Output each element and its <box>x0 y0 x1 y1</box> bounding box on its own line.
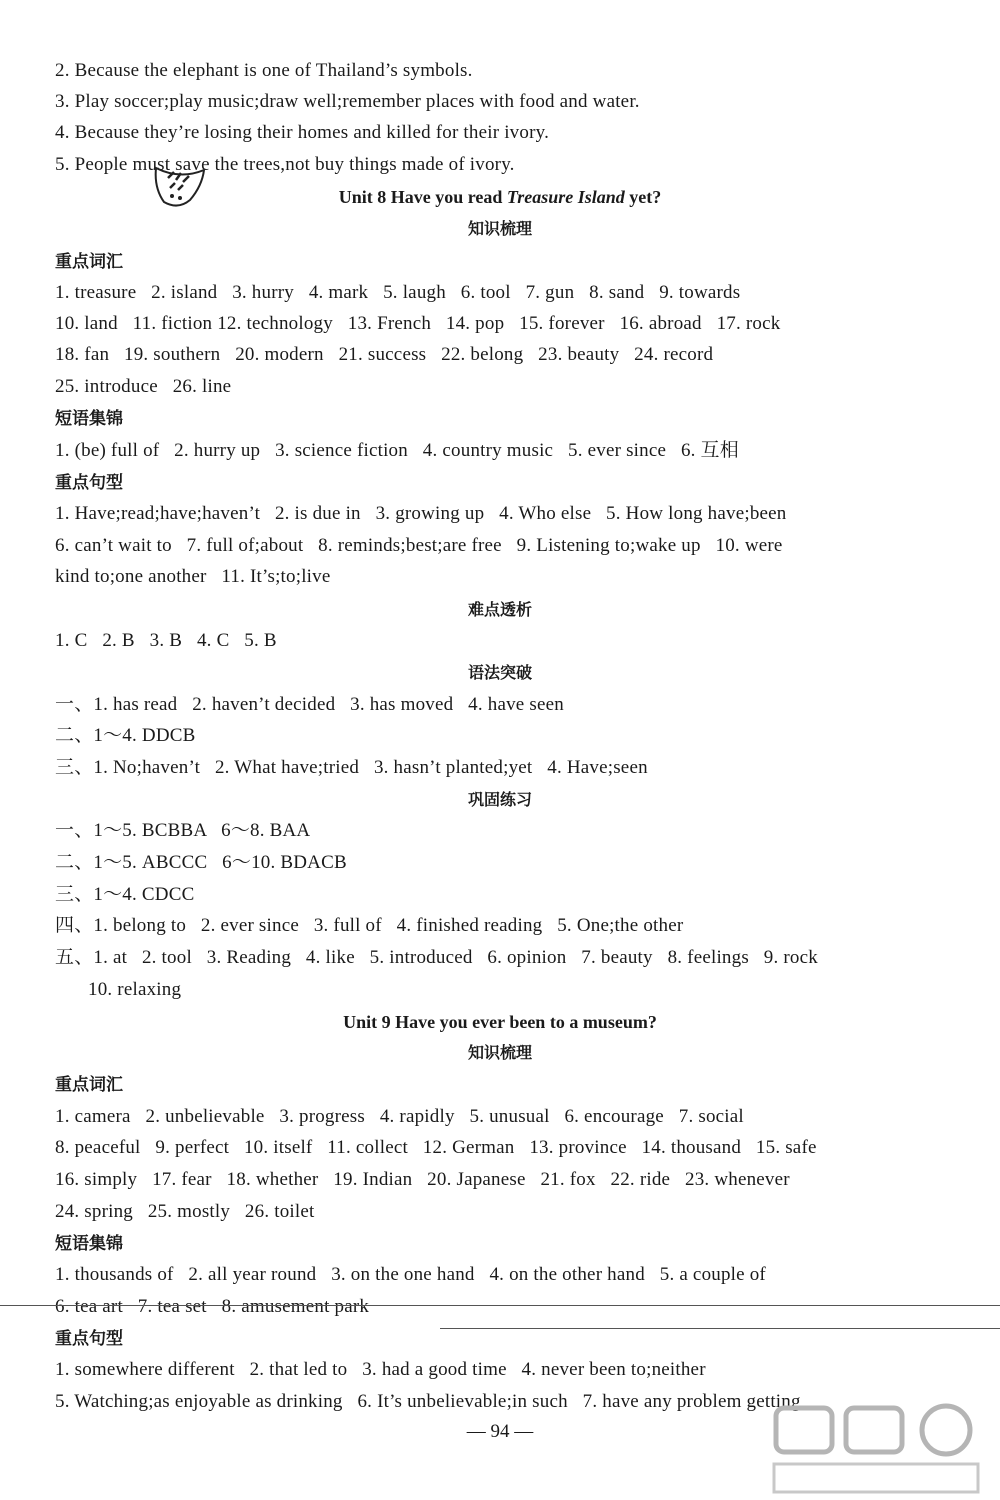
section-heading: 巩固练习 <box>467 790 532 809</box>
answer-line: 10. land 11. fiction 12. technology 13. French 14. pop 15. forever 16. abroad 17. rock <box>55 313 781 334</box>
answer-line: 1. thousands of 2. all year round 3. on the one hand 4. on the other hand 5. a couple of <box>55 1264 766 1285</box>
answer-line: 6. tea art 7. tea set 8. amusement park <box>55 1296 370 1317</box>
page-number: — 94 — <box>466 1421 534 1442</box>
answer-line: 3. Play soccer;play music;draw well;remember places with food and water. <box>55 91 640 112</box>
subsection-heading: 短语集锦 <box>55 409 123 429</box>
answer-line: 10. relaxing <box>88 979 182 1000</box>
unit9-title: Unit 9 Have you ever been to a museum? <box>343 1012 657 1032</box>
answer-line: 4. Because they’re losing their homes and killed for their ivory. <box>55 122 550 143</box>
answer-line: 三、1. No;haven’t 2. What have;tried 3. hasn’t planted;yet 4. Have;seen <box>55 757 648 778</box>
answer-line: 1. treasure 2. island 3. hurry 4. mark 5. laugh 6. tool 7. gun 8. sand 9. towards <box>55 282 741 303</box>
answer-line: 1. Have;read;have;haven’t 2. is due in 3. growing up 4. Who else 5. How long have;been <box>55 503 787 524</box>
answer-line: 6. can’t wait to 7. full of;about 8. reminds;best;are free 9. Listening to;wake up 10. were <box>55 535 783 556</box>
answer-line: 18. fan 19. southern 20. modern 21. success 22. belong 23. beauty 24. record <box>55 344 714 365</box>
section-heading: 语法突破 <box>467 663 532 682</box>
subsection-heading: 重点句型 <box>55 1329 123 1349</box>
section-heading: 难点透析 <box>467 600 532 619</box>
answer-line: 16. simply 17. fear 18. whether 19. Indian 20. Japanese 21. fox 22. ride 23. whenever <box>55 1169 790 1190</box>
section-heading: 知识梳理 <box>467 219 532 238</box>
unit8-title: Unit 8 Have you read Treasure Island yet? <box>338 187 662 207</box>
answer-line: 一、1～5. BCBBA 6～8. BAA <box>55 820 311 841</box>
section-heading: 知识梳理 <box>467 1043 532 1062</box>
answer-line: 1. (be) full of 2. hurry up 3. science fiction 4. country music 5. ever since 6. 互相 <box>55 440 739 461</box>
answer-line: 24. spring 25. mostly 26. toilet <box>55 1201 315 1222</box>
subsection-heading: 重点词汇 <box>55 1075 123 1095</box>
crease-line <box>440 1328 1000 1329</box>
answer-line: 一、1. has read 2. haven’t decided 3. has moved 4. have seen <box>55 694 564 715</box>
answer-line: 五、1. at 2. tool 3. Reading 4. like 5. introduced 6. opinion 7. beauty 8. feelings 9. rock <box>55 947 818 968</box>
answer-line: 四、1. belong to 2. ever since 3. full of 4. finished reading 5. One;the other <box>55 915 684 936</box>
answer-line: 5. People must save the trees,not buy things made of ivory. <box>55 154 515 175</box>
answer-line: 二、1～5. ABCCC 6～10. BDACB <box>55 852 347 873</box>
subsection-heading: 重点词汇 <box>55 252 123 272</box>
answer-line: 二、1～4. DDCB <box>55 725 196 746</box>
answer-line: 三、1～4. CDCC <box>55 884 195 905</box>
answer-line: 2. Because the elephant is one of Thailand’s symbols. <box>55 60 473 81</box>
subsection-heading: 短语集锦 <box>55 1234 123 1254</box>
answer-line: 5. Watching;as enjoyable as drinking 6. It’s unbelievable;in such 7. have any problem getting <box>55 1391 801 1412</box>
subsection-heading: 重点句型 <box>55 473 123 493</box>
answer-line: 1. C 2. B 3. B 4. C 5. B <box>55 630 277 651</box>
watermark-logo-icon <box>766 1402 986 1496</box>
answer-line: 8. peaceful 9. perfect 10. itself 11. collect 12. German 13. province 14. thousand 15. safe <box>55 1137 817 1158</box>
answer-line: 25. introduce 26. line <box>55 376 232 397</box>
answer-line: 1. somewhere different 2. that led to 3. had a good time 4. never been to;neither <box>55 1359 706 1380</box>
answer-line: 1. camera 2. unbelievable 3. progress 4. rapidly 5. unusual 6. encourage 7. social <box>55 1106 744 1127</box>
crease-line <box>0 1305 1000 1306</box>
answer-line: kind to;one another 11. It’s;to;live <box>55 566 331 587</box>
